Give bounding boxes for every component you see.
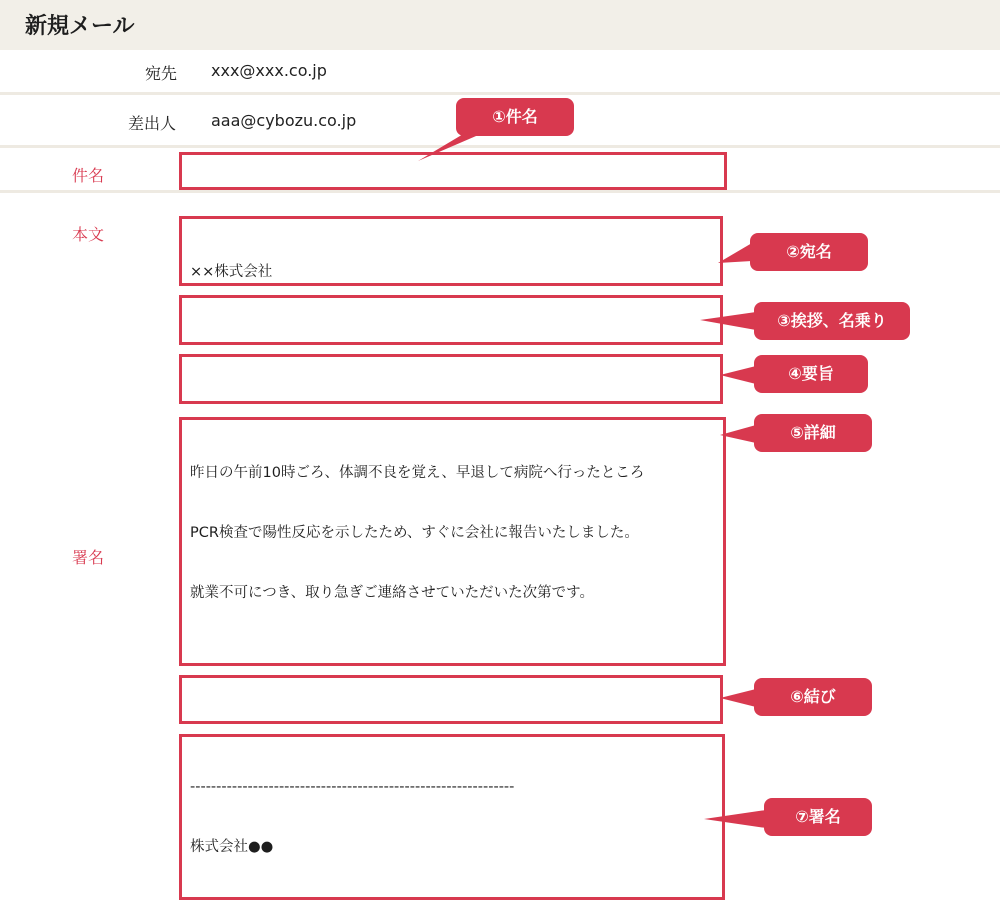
details-line: 就業不可につき、取り急ぎご連絡させていただいた次第です。: [190, 585, 594, 601]
details-callout-pointer: [720, 425, 756, 443]
greeting-callout: ③挨拶、名乗り: [754, 302, 910, 340]
window-title: 新規メール: [25, 14, 135, 39]
to-field[interactable]: xxx@xxx.co.jp: [211, 61, 327, 80]
addressee-callout-pointer: [718, 243, 752, 263]
subject-label: 件名: [72, 166, 105, 185]
closing-callout-pointer: [720, 689, 756, 707]
signature-callout: ⑦署名: [764, 798, 872, 836]
addressee-callout: ②宛名: [750, 233, 868, 271]
closing-callout: ⑥結び: [754, 678, 872, 716]
subject-callout: ①件名: [456, 98, 574, 136]
signature-line: --------------------------------------------------------------: [190, 779, 515, 795]
details-callout: ⑤詳細: [754, 414, 872, 452]
addressee-line: ××株式会社: [190, 264, 273, 280]
to-label: 宛先: [145, 64, 178, 83]
summary-callout-pointer: [720, 366, 756, 384]
details-line: 昨日の午前10時ごろ、体調不良を覚え、早退して病院へ行ったところ: [190, 465, 645, 481]
summary-callout: ④要旨: [754, 355, 868, 393]
details-line: PCR検査で陽性反応を示したため、すぐに会社に報告いたしました。: [190, 525, 639, 541]
from-field[interactable]: aaa@cybozu.co.jp: [211, 111, 357, 130]
signature-callout-pointer: [704, 810, 766, 828]
signature-label: 署名: [72, 548, 105, 567]
body-label: 本文: [72, 225, 105, 244]
greeting-callout-pointer: [700, 312, 756, 330]
signature-line: 株式会社●●: [190, 839, 274, 855]
from-label: 差出人: [128, 114, 177, 133]
